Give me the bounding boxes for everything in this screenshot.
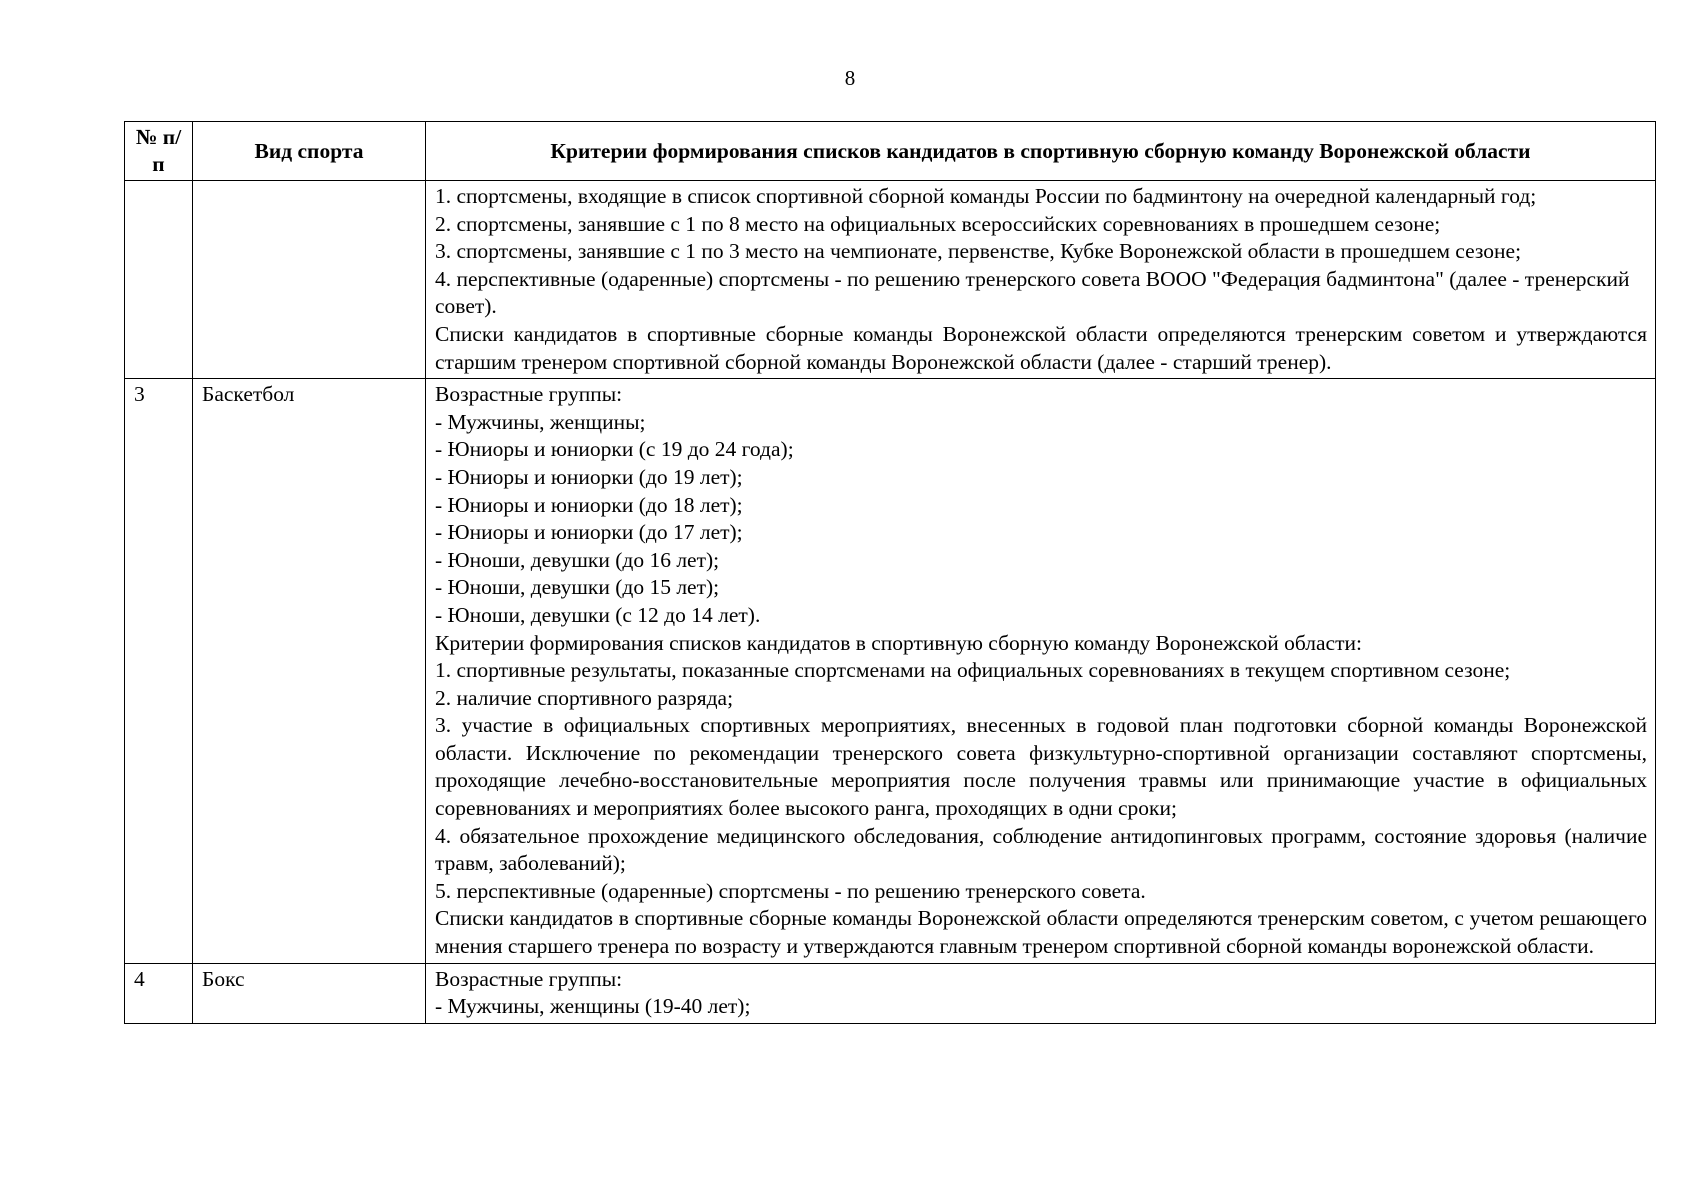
table-header-row	[125, 122, 1656, 181]
criteria-line: - Юниоры и юниорки (до 19 лет);	[435, 464, 743, 489]
header-criteria: Критерии формирования списков кандидатов в спортивную сборную команду Воронежской области	[426, 122, 1656, 181]
criteria-line: 4. обязательное прохождение медицинского обследования, соблюдение антидопинговых программ, состояние здоровья (наличие травм, заболеваний);	[435, 823, 1647, 876]
criteria-line: 1. спортивные результаты, показанные спортсменами на официальных соревнованиях в текущем спортивном сезоне;	[435, 658, 1511, 683]
row-criteria	[426, 181, 1656, 379]
criteria-line: Списки кандидатов в спортивные сборные команды Воронежской области определяются тренерским советом, с учетом решающего мнения старшего тренера по возрасту и утверждаются главным тренером спортивной сборной команды воронежской области.	[435, 906, 1647, 959]
criteria-line: Возрастные группы:	[435, 382, 623, 407]
criteria-line: 3. участие в официальных спортивных мероприятиях, внесенных в годовой план подготовки сборной команды Воронежской области. Исключение по рекомендации тренерского совета физкультурно-спортивной организации составляют спортсмены, проходящие лечебно-восстановительные мероприятия после получения травмы или принимающие участие в официальных соревнованиях и мероприятиях более высокого ранга, проходящих в одни сроки;	[435, 713, 1647, 821]
criteria-line: Списки кандидатов в спортивные сборные команды Воронежской области определяются тренерским советом и утверждаются старшим тренером спортивной сборной команды Воронежской области (далее - старший тренер).	[435, 321, 1647, 374]
header-number: № п/п	[125, 122, 193, 181]
table-row	[125, 963, 1656, 1023]
row-sport	[193, 181, 426, 379]
criteria-line: - Юноши, девушки (с 12 до 14 лет).	[435, 602, 761, 627]
row-number: 4	[125, 963, 193, 1023]
criteria-line: 3. спортсмены, занявшие с 1 по 3 место на чемпионате, первенстве, Кубке Воронежской области в прошедшем сезоне;	[435, 239, 1522, 264]
criteria-table	[124, 121, 1656, 1024]
criteria-line: - Юниоры и юниорки (с 19 до 24 года);	[435, 437, 794, 462]
row-criteria	[426, 379, 1656, 963]
criteria-line: Возрастные группы:	[435, 966, 623, 991]
criteria-line: 2. наличие спортивного разряда;	[435, 685, 734, 710]
header-sport: Вид спорта	[193, 122, 426, 181]
row-sport: Бокс	[193, 963, 426, 1023]
criteria-line: Критерии формирования списков кандидатов в спортивную сборную команду Воронежской области:	[435, 630, 1362, 655]
criteria-line: - Юниоры и юниорки (до 17 лет);	[435, 520, 743, 545]
criteria-line: 2. спортсмены, занявшие с 1 по 8 место на официальных всероссийских соревнованиях в прошедшем сезоне;	[435, 211, 1441, 236]
table-row	[125, 181, 1656, 379]
criteria-line: 5. перспективные (одаренные) спортсмены - по решению тренерского совета.	[435, 878, 1146, 903]
criteria-line: - Мужчины, женщины;	[435, 409, 646, 434]
page-number: 8	[844, 66, 856, 90]
criteria-line: - Юноши, девушки (до 15 лет);	[435, 575, 720, 600]
criteria-line: 1. спортсмены, входящие в список спортивной сборной команды России по бадминтону на очередной календарный год;	[435, 184, 1537, 208]
row-number	[125, 181, 193, 379]
criteria-line: 4. перспективные (одаренные) спортсмены - по решению тренерского совета ВООО "Федерация бадминтона" (далее - тренерский совет).	[435, 266, 1630, 319]
table-row	[125, 379, 1656, 963]
row-number: 3	[125, 379, 193, 963]
criteria-line: - Мужчины, женщины (19-40 лет);	[435, 994, 751, 1019]
criteria-line: - Юниоры и юниорки (до 18 лет);	[435, 492, 743, 517]
row-sport: Баскетбол	[193, 379, 426, 963]
row-criteria	[426, 963, 1656, 1023]
criteria-line: - Юноши, девушки (до 16 лет);	[435, 547, 720, 572]
